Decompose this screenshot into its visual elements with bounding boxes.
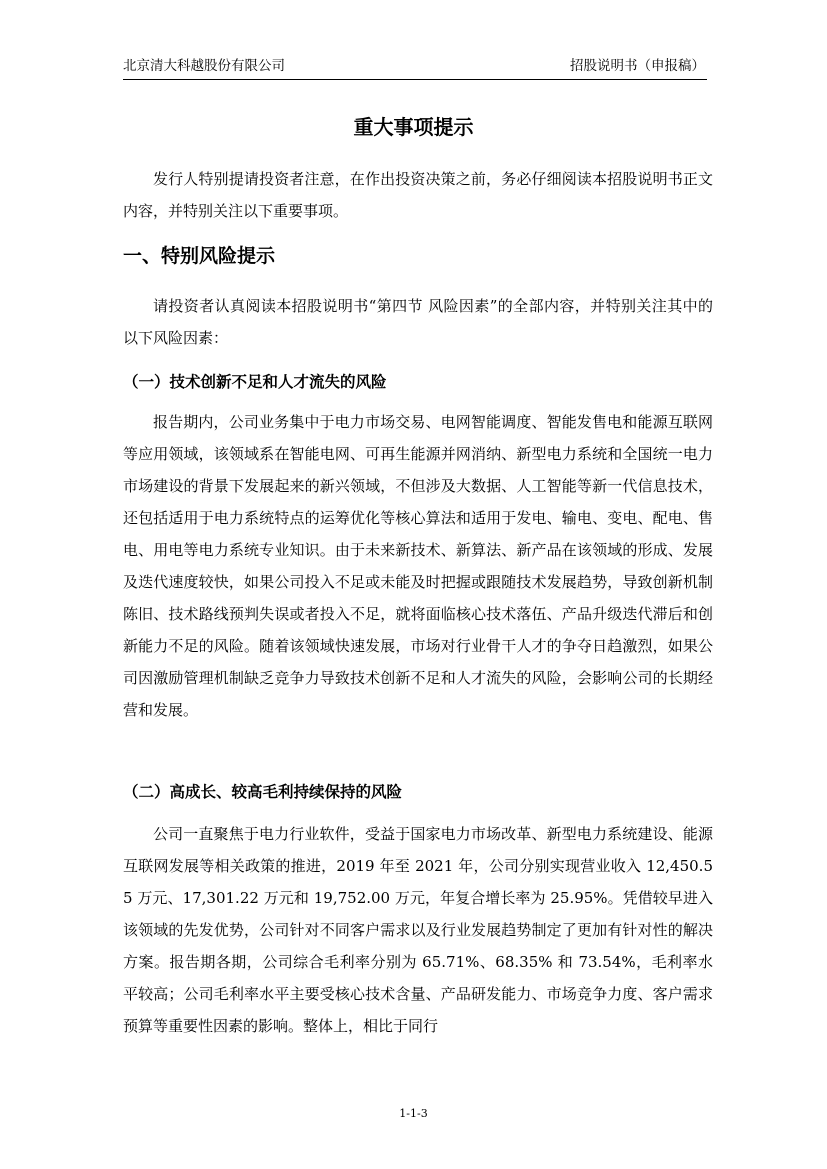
header-document-type: 招股说明书（申报稿） bbox=[570, 58, 705, 74]
subsection-heading-tech-innovation: （一）技术创新不足和人才流失的风险 bbox=[123, 373, 387, 391]
header-company-name: 北京清大科越股份有限公司 bbox=[123, 58, 285, 74]
page-header bbox=[123, 53, 707, 80]
subsection-heading-high-growth: （二）高成长、较高毛利持续保持的风险 bbox=[123, 783, 403, 801]
page-number: 1-1-3 bbox=[399, 1107, 428, 1120]
page-title: 重大事项提示 bbox=[353, 115, 474, 139]
intro-paragraph: 发行人特别提请投资者注意，在作出投资决策之前，务必仔细阅读本招股说明书正文内容，并特别关注以下重要事项。 bbox=[123, 170, 713, 220]
section-heading-special-risk: 一、特别风险提示 bbox=[123, 245, 276, 267]
high-growth-risk-paragraph: 公司一直聚焦于电力行业软件，受益于国家电力市场改革、新型电力系统建设、能源互联网发展等相关政策的推进，2019 年至 2021 年，公司分别实现营业收入 12,450.55 万元、17,301.22 万元和 19,752.00 万元，年复合增长率为 25.95%。凭借较早进入该领域的先发优势，公司针对不同客户需求以及行业发展趋势制定了更加有针对性的解决方案。报告期各期，公司综合毛利率分别为 65.71%、68.35% 和 73.54%，毛利率水平较高；公司毛利率水平主要受核心技术含量、产品研发能力、市场竞争力度、客户需求预算等重要性因素的影响。整体上，相比于同行 bbox=[123, 825, 713, 1035]
section-intro-paragraph: 请投资者认真阅读本招股说明书“第四节 风险因素”的全部内容，并特别关注其中的以下风险因素： bbox=[123, 297, 713, 347]
tech-innovation-risk-paragraph: 报告期内，公司业务集中于电力市场交易、电网智能调度、智能发售电和能源互联网等应用领域，该领域系在智能电网、可再生能源并网消纳、新型电力系统和全国统一电力市场建设的背景下发展起来的新兴领域，不但涉及大数据、人工智能等新一代信息技术，还包括适用于电力系统特点的运筹优化等核心算法和适用于发电、输电、变电、配电、售电、用电等电力系统专业知识。由于未来新技术、新算法、新产品在该领域的形成、发展及迭代速度较快，如果公司投入不足或未能及时把握或跟随技术发展趋势，导致创新机制陈旧、技术路线预判失误或者投入不足，就将面临核心技术落伍、产品升级迭代滞后和创新能力不足的风险。随着该领域快速发展，市场对行业骨干人才的争夺日趋激烈，如果公司因激励管理机制缺乏竞争力导致技术创新不足和人才流失的风险，会影响公司的长期经营和发展。 bbox=[123, 413, 713, 719]
